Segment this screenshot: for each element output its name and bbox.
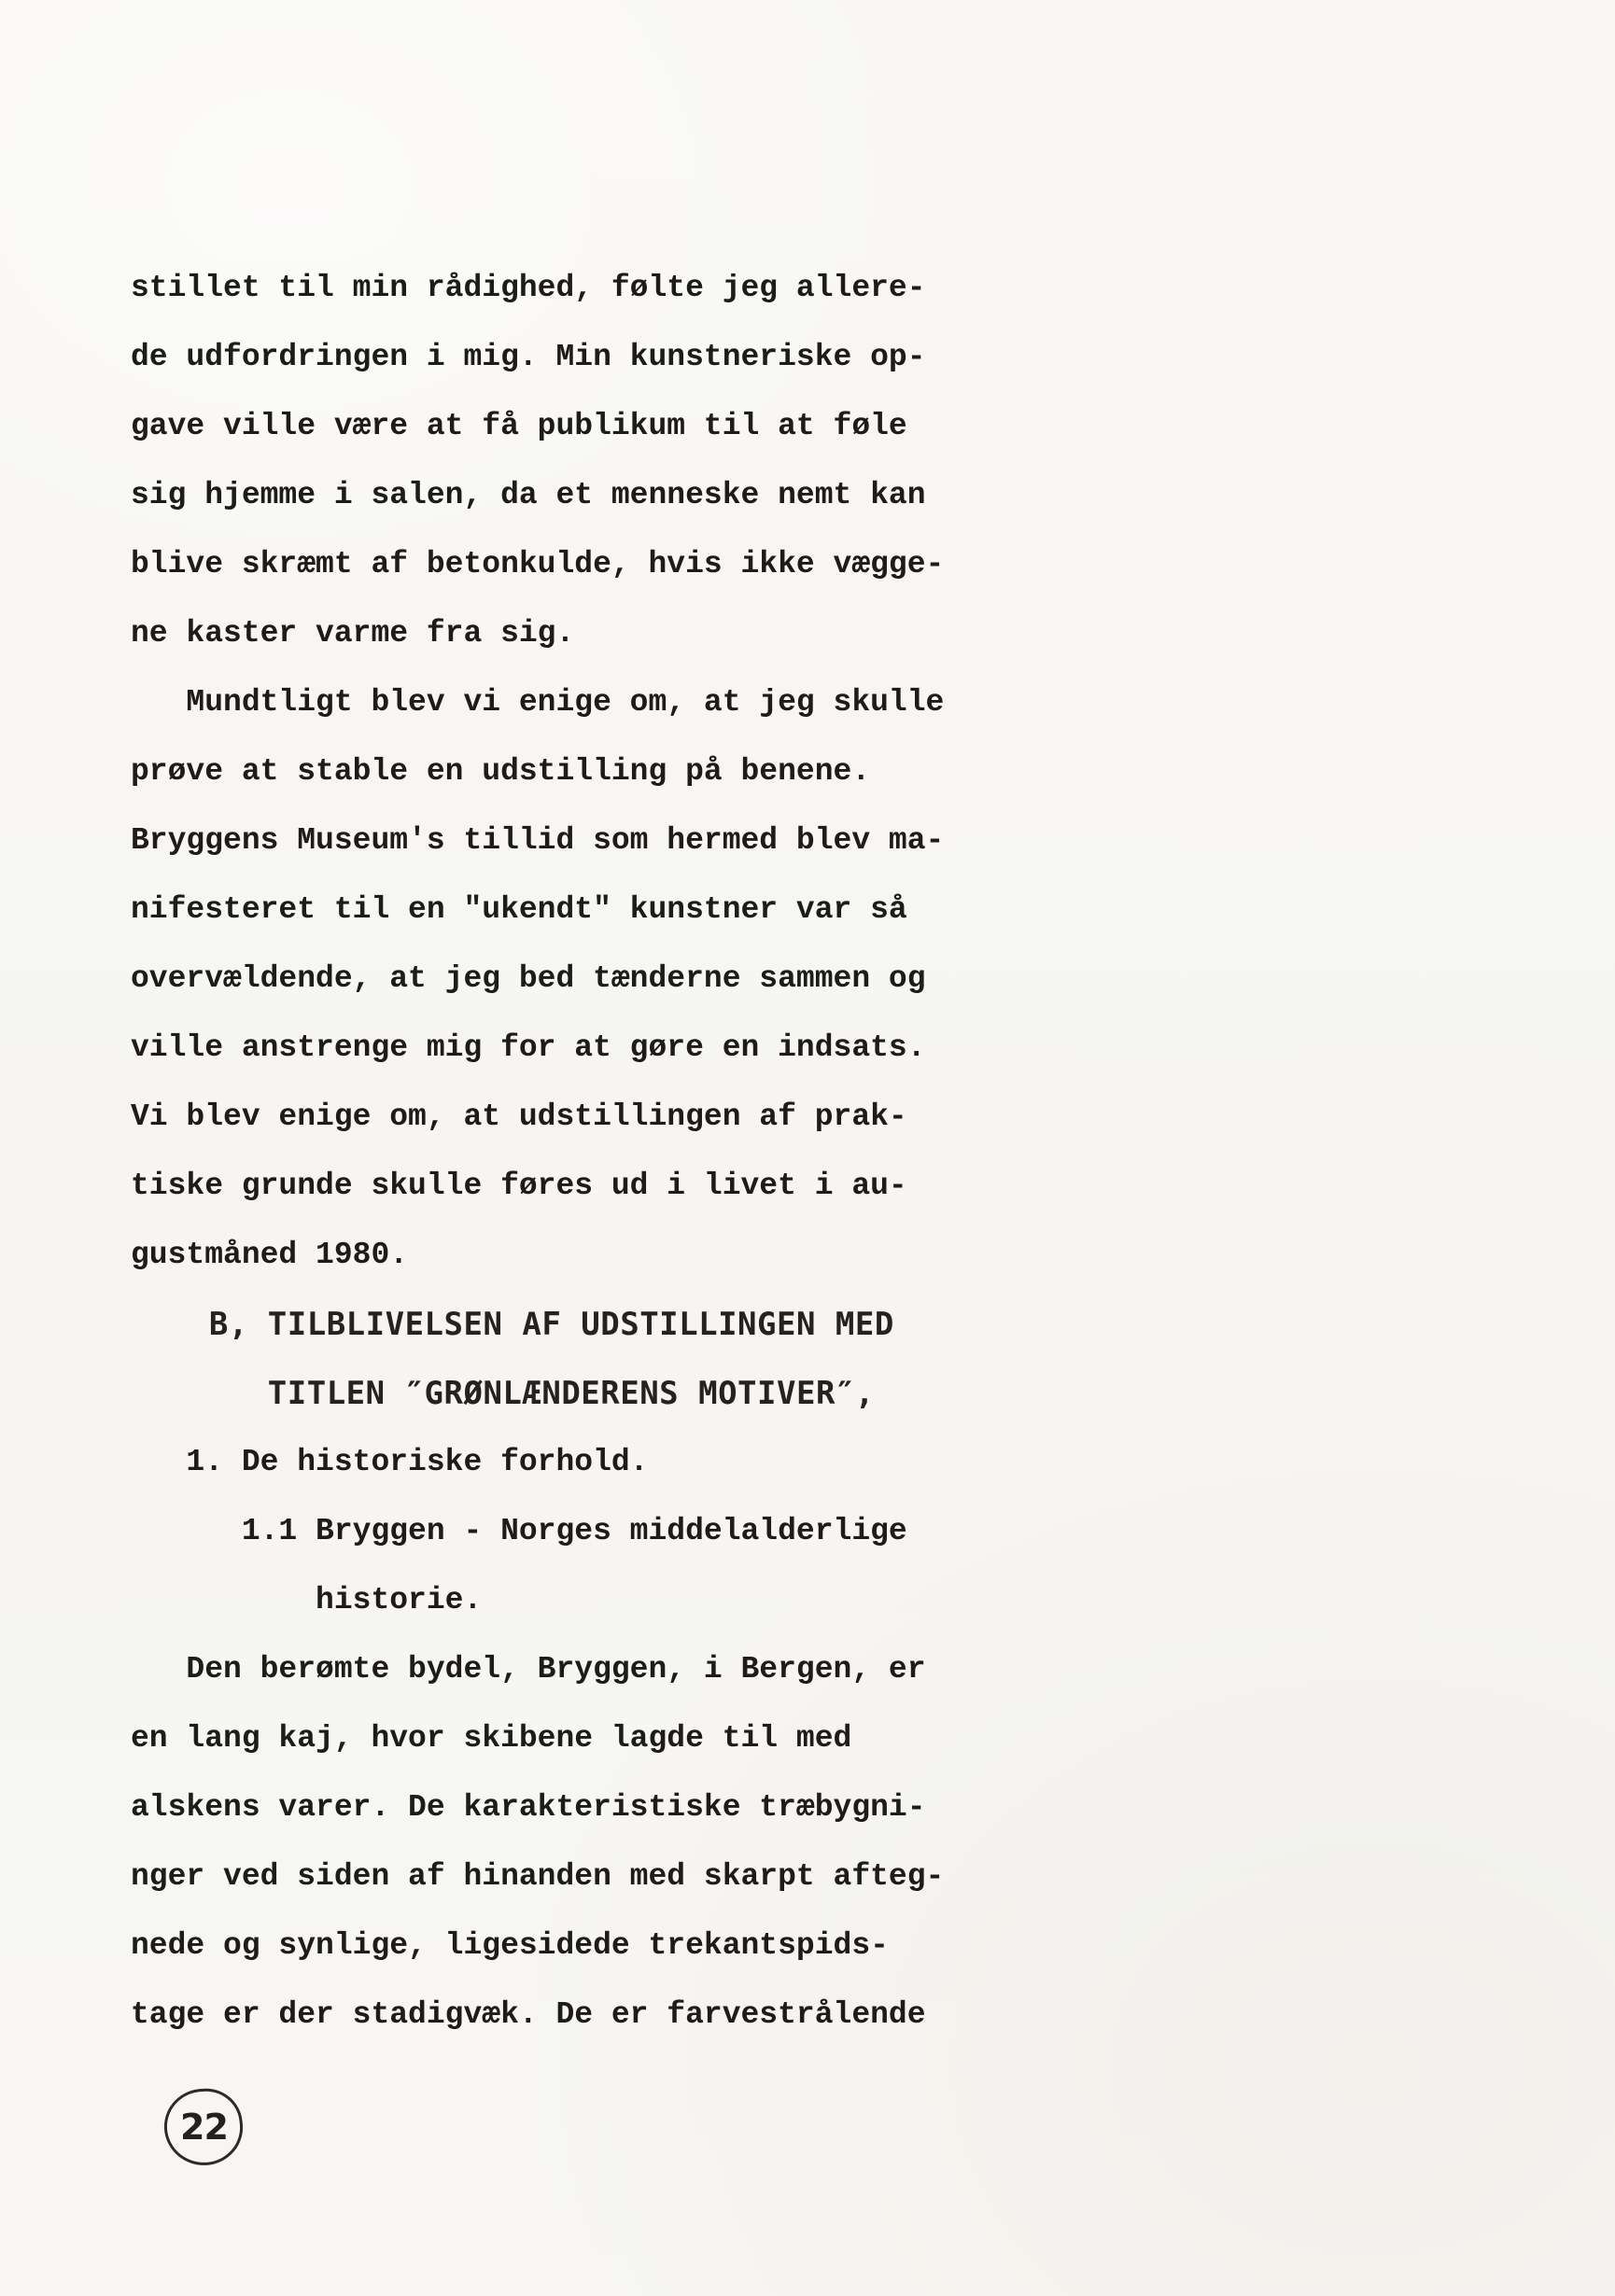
text-line: nede og synlige, ligesidede trekantspids- (131, 1928, 889, 1963)
page-number: 22 (179, 2107, 228, 2149)
text-line: B, TILBLIVELSEN AF UDSTILLINGEN MED (131, 1306, 894, 1343)
text-line: blive skræmt af betonkulde, hvis ikke vægge- (131, 547, 945, 581)
text-line: ville anstrenge mig for at gøre en indsats. (131, 1030, 926, 1065)
text-line: overvældende, at jeg bed tænderne sammen og (131, 961, 926, 996)
text-line: gustmåned 1980. (131, 1238, 409, 1272)
text-line: 1.1 Bryggen - Norges middelalderlige (131, 1514, 907, 1548)
text-line: stillet til min rådighed, følte jeg allere- (131, 271, 926, 305)
text-line: Den berømte bydel, Bryggen, i Bergen, er (131, 1652, 926, 1687)
text-line: 1. De historiske forhold. (131, 1445, 649, 1479)
text-line: nger ved siden af hinanden med skarpt afteg- (131, 1859, 945, 1894)
text-line: gave ville være at få publikum til at føle (131, 409, 907, 443)
text-line: alskens varer. De karakteristiske træbygni- (131, 1790, 926, 1825)
text-line: TITLEN ″GRØNLÆNDERENS MOTIVER″, (131, 1375, 875, 1412)
text-line: prøve at stable en udstilling på benene. (131, 754, 871, 789)
text-line: historie. (131, 1583, 483, 1617)
text-line: tiske grunde skulle føres ud i livet i au- (131, 1169, 907, 1203)
page-number-badge (161, 2085, 246, 2169)
text-line: nifesteret til en "ukendt" kunstner var så (131, 892, 907, 927)
text-line: Bryggens Museum's tillid som hermed blev ma- (131, 823, 945, 858)
text-line: ne kaster varme fra sig. (131, 616, 575, 651)
text-line: Mundtligt blev vi enige om, at jeg skulle (131, 685, 945, 720)
text-line: de udfordringen i mig. Min kunstneriske op- (131, 340, 926, 374)
page-text (131, 254, 1494, 2050)
text-line: en lang kaj, hvor skibene lagde til med (131, 1721, 852, 1756)
text-line: Vi blev enige om, at udstillingen af prak- (131, 1099, 907, 1134)
text-line: sig hjemme i salen, da et menneske nemt kan (131, 478, 926, 512)
text-line: tage er der stadigvæk. De er farvestrålende (131, 1997, 926, 2032)
